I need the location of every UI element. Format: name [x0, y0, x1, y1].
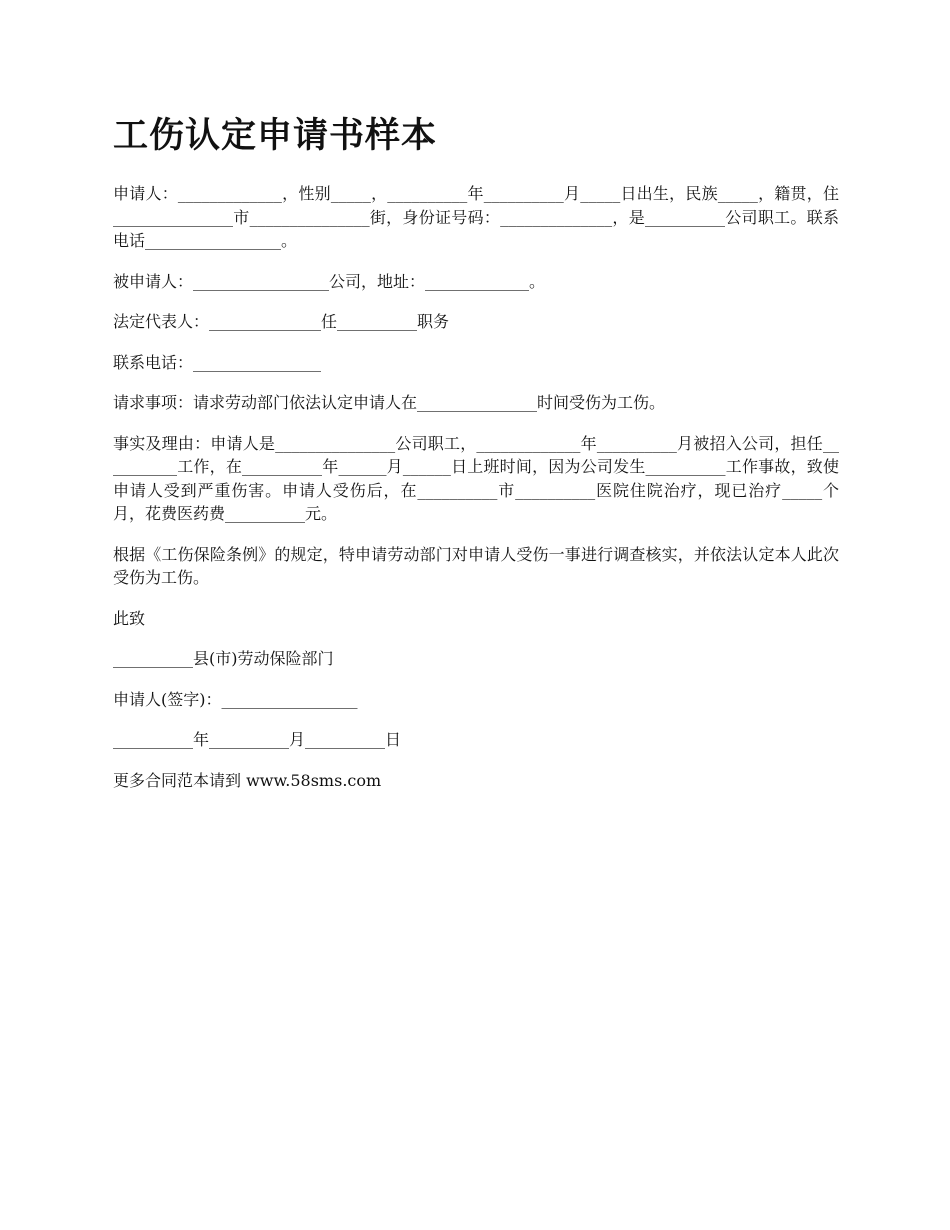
- contact-phone-paragraph: 联系电话：________________: [113, 352, 322, 372]
- respondent-paragraph: 被申请人：_________________公司，地址：_____________。: [113, 271, 546, 291]
- recipient-department-paragraph: __________县(市)劳动保险部门: [113, 649, 334, 668]
- applicant-info-paragraph: 申请人：_____________，性别_____，__________年__________月_____日出生，民族_____，籍贯，住_______________市_______________街，身份证号码：______________，是__________公司职工。联系电话_________________。: [113, 184, 839, 250]
- request-paragraph: 请求事项：请求劳动部门依法认定申请人在_______________时间受伤为工伤。: [113, 393, 666, 412]
- footer-link-paragraph: 更多合同范本请到 www.58sms.com: [113, 770, 382, 790]
- applicant-signature-paragraph: 申请人(签字)：_________________: [113, 689, 358, 709]
- salutation-paragraph: 此致: [113, 608, 146, 628]
- date-paragraph: __________年__________月__________日: [113, 730, 402, 749]
- legal-representative-paragraph: 法定代表人：______________任__________职务: [113, 312, 450, 331]
- facts-and-reasons-paragraph: 事实及理由：申请人是_______________公司职工，_____________年__________月被招入公司，担任__________工作，在__________年______月______日上班时间，因为公司发生__________工作事故，致使申请人受到严重伤害。申请人受伤后，在__________市__________医院住院治疗，现已治疗_____个月，花费医药费__________元。: [113, 433, 839, 523]
- document-page: [113, 112, 839, 809]
- legal-basis-paragraph: 根据《工伤保险条例》的规定，特申请劳动部门对申请人受伤一事进行调查核实，并依法认定本人此次受伤为工伤。: [113, 544, 839, 587]
- document-title: 工伤认定申请书样本: [113, 115, 438, 156]
